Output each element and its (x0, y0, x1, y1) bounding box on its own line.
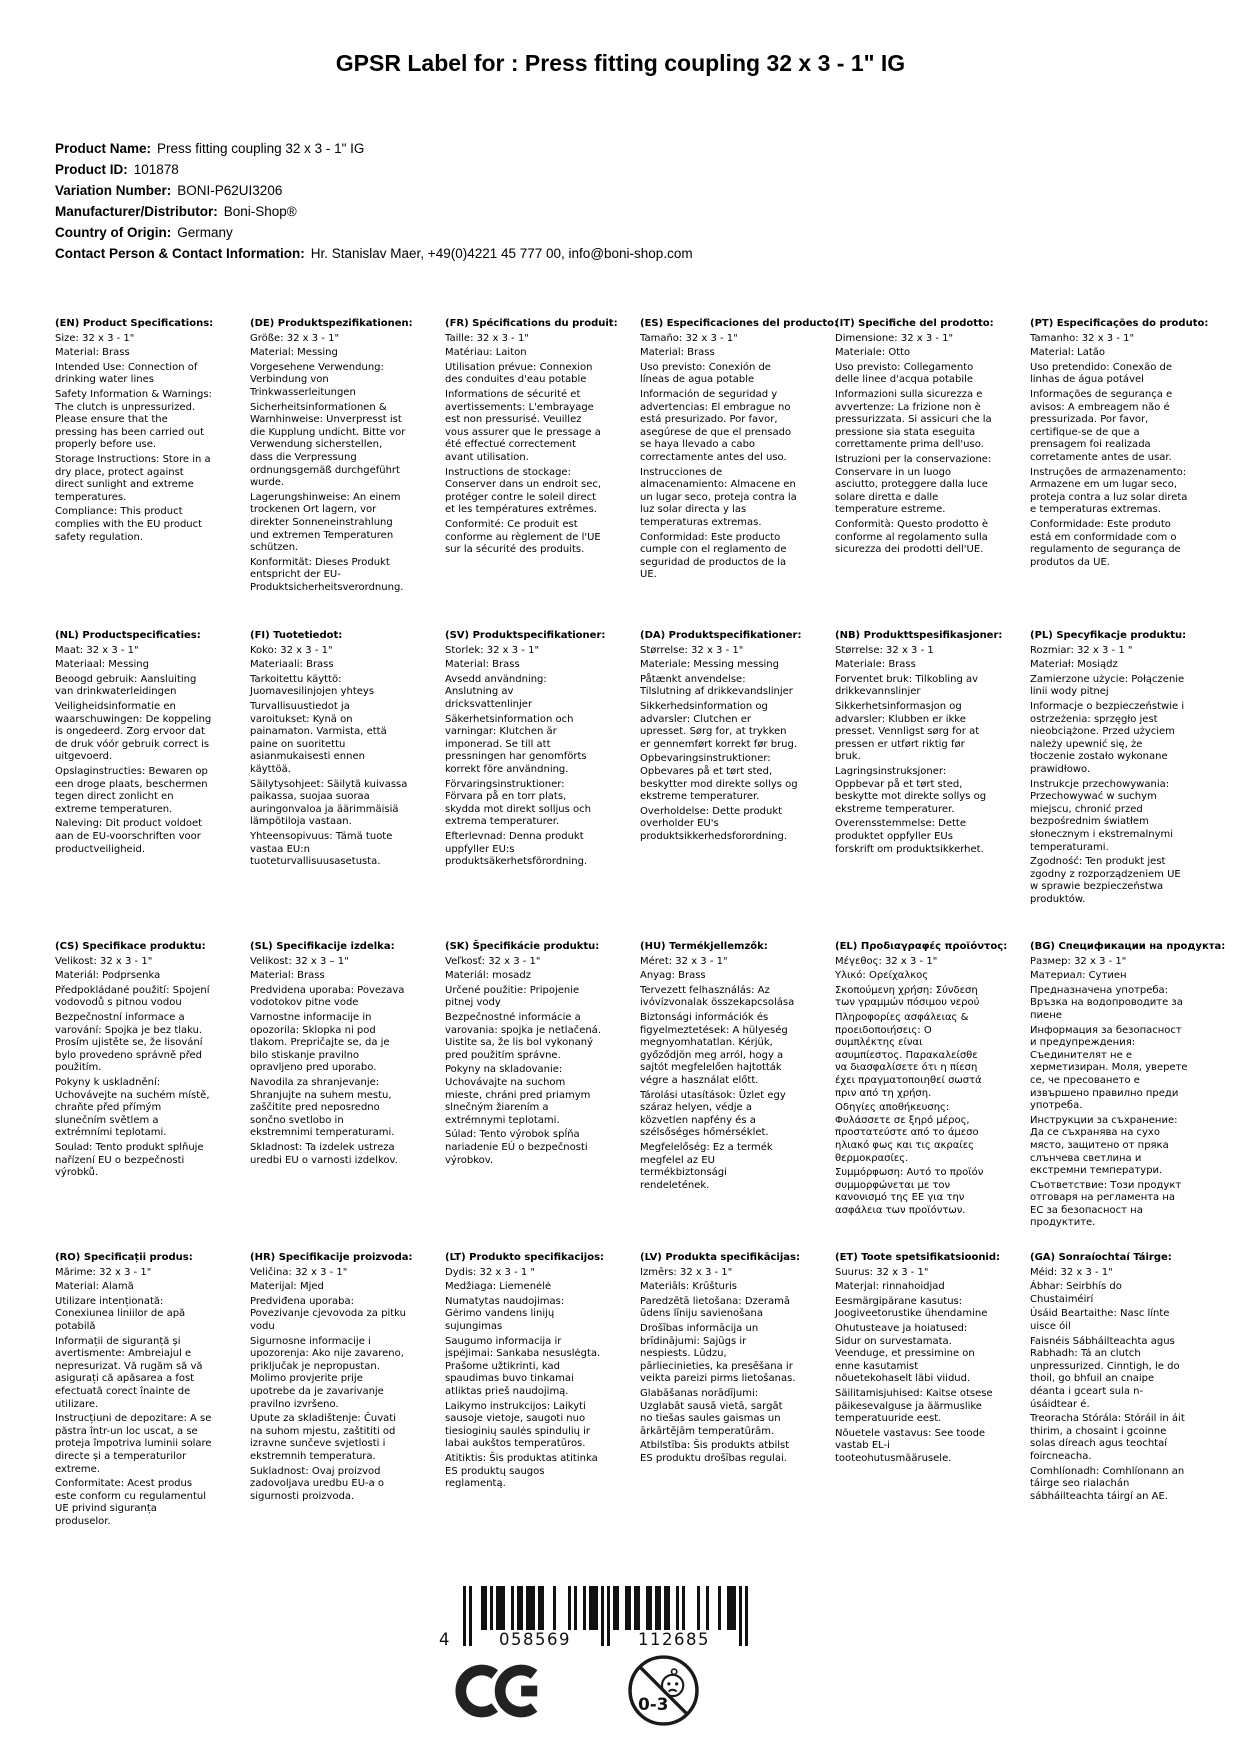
spec-paragraph: Faisnéis Sábháilteachta agus Rabhadh: Tá an clutch unpressurized. Cinntigh, le do thoil, go bhfuil an cnaipe déanta i gceart sula n-úsáidtear é. (1030, 1335, 1180, 1410)
lang-block-header: (FR) Spécifications du produit: (445, 318, 618, 329)
spec-paragraph: Treoracha Stórála: Stóráil in áit thirim, a chosaint i gcoinne solas díreach agus teochtaí foircneacha. (1030, 1413, 1185, 1462)
spec-paragraph: Bezpečnostné informácie a varovania: spojka je netlačená. Uistite sa, že lis bol vykonaný pred použitím správne. (445, 1011, 601, 1061)
spec-paragraph: Laikymo instrukcijos: Laikyti sausoje vietoje, saugoti nuo tiesioginių saulės spindulių ir labai aukštos temperatūros. (445, 1400, 591, 1450)
page-title: GPSR Label for : Press fitting coupling 32 x 3 - 1" IG (335, 50, 906, 76)
product-info-label: Manufacturer/Distributor: (55, 204, 218, 219)
spec-paragraph: Μέγεθος: 32 x 3 - 1" (835, 955, 938, 967)
spec-paragraph: Avsedd användning: Anslutning av dricksvattenlinjer (445, 673, 547, 710)
lang-block-en (55, 318, 236, 630)
spec-paragraph: Turvallisuustiedot ja varoitukset: Kynä on painamaton. Varmista, että paine on suoritettu asianmukaisesti ennen käyttöä. (250, 700, 387, 775)
spec-paragraph: Medžiaga: Liemenėlė (445, 1281, 552, 1293)
product-info-label: Product Name: (55, 141, 152, 156)
spec-paragraph: Instrukcje przechowywania: Przechowywać w suchym miejscu, chronić przed bezpośrednim światłem słonecznym i ekstremalnymi temperaturami. (1030, 778, 1174, 853)
lang-block-es (640, 318, 839, 630)
baby-eye-right (675, 1682, 678, 1685)
spec-paragraph: Sukladnost: Ovaj proizvod zadovoljava uredbu EU-a o sigurnosti proizvoda. (250, 1465, 385, 1502)
spec-paragraph: Soulad: Tento produkt splňuje nařízení EU o bezpečnosti výrobků. (55, 1141, 204, 1179)
spec-paragraph: Paredzētā lietošana: Dzeramā ūdens līniju savienošana (640, 1295, 791, 1320)
spec-paragraph: Predviđena uporaba: Povezivanje cjevovoda za pitku vodu (250, 1295, 406, 1332)
spec-paragraph: Drošības informācija un brīdinājumi: Sajūgs ir nespiests. Lūdzu, pārliecinieties, ka presēšana ir veikta pareizi pirms lietošanas. (640, 1322, 796, 1385)
lang-block-header: (ET) Toote spetsifikatsioonid: (835, 1252, 1001, 1263)
spec-paragraph: Biztonsági információk és figyelmeztetések: A hülyeség megnyomhatatlan. Kérjük, győződjön meg arról, hogy a sajtót megfelelően hajtották végre a használat előtt. (640, 1011, 788, 1086)
spec-paragraph: Größe: 32 x 3 - 1" (250, 332, 340, 344)
spec-paragraph: Numatytas naudojimas: Gėrimo vandens linijų sujungimas (445, 1295, 565, 1332)
product-info-label: Country of Origin: (55, 225, 172, 240)
product-info-row (55, 201, 693, 222)
lang-block-de (250, 318, 431, 630)
spec-paragraph: Informații de siguranță și avertismente: Ambreiajul e nepresurizat. Vă rugăm să vă asigurați că apăsarea a fost efectuată corect înainte de utilizare. (55, 1335, 203, 1410)
spec-paragraph: Atbilstība: Šis produkts atbilst ES produktu drošības regulai. (640, 1440, 790, 1464)
product-info-row (55, 180, 693, 201)
lang-block-el (835, 941, 1016, 1252)
ean13-barcode (434, 1586, 748, 1648)
spec-paragraph: Nõuetele vastavus: See toode vastab EL-i tooteohutusmäärusele. (835, 1427, 986, 1464)
product-info (55, 138, 693, 264)
spec-paragraph: Предназначена употреба: Връзка на водопроводите за пиене (1030, 984, 1183, 1021)
spec-paragraph: Forventet bruk: Tilkobling av drikkevannslinjer (835, 673, 979, 698)
spec-paragraph: Pokyny k uskladnění: Uchovávejte na suchém místě, chraňte před přímým slunečním světlem a extrémními teplotami. (55, 1076, 210, 1139)
spec-paragraph: Intended Use: Connection of drinking water lines (55, 361, 198, 386)
lang-block-fr (445, 318, 626, 630)
spec-paragraph: Veiligheidsinformatie en waarschuwingen: De koppeling is ongedeerd. Zorg ervoor dat de druk vóór gebruik correct is uitgevoerd. (55, 700, 212, 763)
spec-paragraph: Utilisation prévue: Connexion des conduites d'eau potable (445, 361, 593, 386)
lang-block-nl (55, 630, 236, 941)
lang-block-header: (GA) Sonraíochtaí Táirge: (1030, 1252, 1172, 1263)
spec-paragraph: Sikkerhedsinformation og advarsler: Clutchen er upresset. Sørg for, at trykken er gennemført korrekt før brug. (640, 700, 798, 750)
spec-paragraph: Säkerhetsinformation och varningar: Klutchen är imponerad. Se till att pressningen har genomförts korrekt före användning. (445, 713, 587, 775)
spec-paragraph: Materiál: Podprsenka (55, 970, 161, 982)
spec-paragraph: Glabāšanas norādījumi: Uzglabāt sausā vietā, sargāt no tiešas saules gaismas un ārkārtējām temperatūrām. (640, 1387, 783, 1437)
lang-block-header: (HU) Termékjellemzők: (640, 941, 768, 952)
spec-paragraph: Velikost: 32 x 3 – 1" (250, 955, 349, 967)
spec-paragraph: Efterlevnad: Denna produkt uppfyller EU:s produktsäkerhetsförordning. (445, 830, 588, 868)
spec-paragraph: Méid: 32 x 3 - 1" (1030, 1266, 1113, 1278)
spec-paragraph: Předpokládané použití: Spojení vodovodů s pitnou vodou (55, 984, 210, 1009)
spec-paragraph: Materiale: Brass (835, 659, 916, 671)
spec-paragraph: Material: Brass (55, 347, 130, 359)
spec-paragraph: Tárolási utasítások: Üzlet egy száraz helyen, védje a közvetlen napfény és a szélsőséges hőmérséklet. (640, 1089, 786, 1139)
spec-paragraph: Suurus: 32 x 3 - 1" (835, 1266, 929, 1278)
spec-paragraph: Съответствие: Този продукт отговаря на регламента на ЕС за безопасност на продуктите. (1030, 1179, 1182, 1229)
spec-paragraph: Materijal: Mjed (250, 1281, 324, 1293)
lang-block-hr (250, 1252, 431, 1528)
spec-paragraph: Megfelelőség: Ez a termék megfelel az EU termékbiztonsági rendeletének. (640, 1141, 773, 1191)
lang-block-header: (SK) Špecifikácie produktu: (445, 941, 600, 952)
spec-paragraph: Säilitamisjuhised: Kaitse otsese päikesevalguse ja äärmuslike temperatuuride eest. (835, 1387, 993, 1425)
lang-block-lt (445, 1252, 626, 1528)
spec-paragraph: Размер: 32 x 3 - 1" (1030, 955, 1127, 967)
spec-paragraph: Upute za skladištenje: Čuvati na suhom mjestu, zaštititi od izravne sunčeve svjetlosti i ekstremnih temperatura. (250, 1413, 397, 1462)
product-info-value: 101878 (133, 162, 179, 177)
spec-paragraph: Información de seguridad y advertencias: El embrague no está presurizado. Por favor, asegúrese de que el prensado se haya llevado a cabo correctamente antes del uso. (640, 388, 792, 463)
lang-block-et (835, 1252, 1016, 1528)
spec-paragraph: Taille: 32 x 3 - 1" (445, 332, 529, 344)
spec-paragraph: Anyag: Brass (640, 970, 706, 982)
spec-paragraph: Vorgesehene Verwendung: Verbindung von Trinkwasserleitungen (250, 361, 384, 398)
spec-paragraph: Σκοπούμενη χρήση: Σύνδεση των γραμμών πόσιμου νερού (835, 984, 980, 1009)
spec-paragraph: Pokyny na skladovanie: Uchovávajte na suchom mieste, chráni pred priamym slnečným žiarením a extrémnymi teplotami. (445, 1064, 591, 1126)
spec-paragraph: Úsáid Beartaithe: Nasc línte uisce óil (1030, 1308, 1170, 1332)
spec-paragraph: Informations de sécurité et avertissements: L'embrayage est non pressurisé. Veuillez vous assurer que le pressage a été effectué correctement avant utilisation. (445, 388, 601, 463)
baby-eye-left (667, 1682, 670, 1685)
spec-paragraph: Informacje o bezpieczeństwie i ostrzeżenia: sprzęgło jest nieobciążone. Przed użyciem należy upewnić się, że tłoczenie zostało wykonane prawidłowo. (1030, 700, 1185, 775)
spec-paragraph: Dimensione: 32 x 3 - 1" (835, 332, 954, 344)
spec-paragraph: Påtænkt anvendelse: Tilslutning af drikkevandslinjer (640, 673, 793, 698)
product-info-value: BONI-P62UI3206 (177, 183, 283, 198)
spec-paragraph: Zgodność: Ten produkt jest zgodny z rozporządzeniem UE w sprawie bezpieczeństwa produktów. (1030, 856, 1181, 905)
spec-paragraph: Material: Latão (1030, 347, 1106, 359)
lang-block-header: (DE) Produktspezifikationen: (250, 318, 413, 329)
barcode-digits-group2: 112685 (638, 1630, 710, 1648)
spec-paragraph: Velikost: 32 x 3 - 1" (55, 955, 153, 967)
spec-paragraph: Materiaal: Messing (55, 659, 149, 671)
spec-paragraph: Instructions de stockage: Conserver dans un endroit sec, protéger contre le soleil direct et les températures extrêmes. (445, 466, 602, 516)
spec-paragraph: Säilytysohjeet: Säilytä kuivassa paikassa, suojaa suoraa auringonvaloa ja äärimmäisiä lämpötiloja vastaan. (250, 778, 408, 828)
spec-paragraph: Safety Information & Warnings: The clutch is unpressurized. Please ensure that the pressing has been carried out properly before use. (55, 388, 212, 451)
spec-paragraph: Istruzioni per la conservazione: Conservare in un luogo asciutto, proteggere dalla luce solare diretta e dalle temperature estreme. (835, 453, 992, 516)
spec-paragraph: Konformität: Dieses Produkt entspricht der EU-Produktsicherheitsverordnung. (250, 556, 404, 593)
lang-block-header: (EN) Product Specifications: (55, 318, 214, 329)
lang-block-cs (55, 941, 236, 1252)
spec-paragraph: Informações de segurança e avisos: A embreagem não é pressurizada. Por favor, certifique-se de que a prensagem foi realizada corretamente antes de usar. (1030, 388, 1173, 463)
lang-block-header: (FI) Tuotetiedot: (250, 630, 343, 641)
spec-paragraph: Material: Alamă (55, 1281, 134, 1293)
spec-paragraph: Материал: Сутиен (1030, 970, 1127, 982)
ce-letter-c (461, 1670, 495, 1712)
lang-block-header: (SV) Produktspecifikationer: (445, 630, 606, 641)
lang-block-pl (1030, 630, 1211, 941)
age-warning-label: 0-3 (638, 1693, 669, 1714)
product-info-row (55, 159, 693, 180)
spec-paragraph: Materiál: mosadz (445, 970, 531, 982)
spec-paragraph: Πληροφορίες ασφάλειας & προειδοποιήσεις: Ο συμπλέκτης είναι ασυμπίεστος. Παρακαλείσθε να διασφαλίσετε ότι η πίεση έχει πραγματοποιηθεί σωστά πριν από τη χρήση. (835, 1011, 982, 1099)
spec-paragraph: Storage Instructions: Store in a dry place, protect against direct sunlight and extreme temperatures. (55, 453, 211, 503)
spec-paragraph: Matériau: Laiton (445, 347, 527, 359)
lang-block-header: (PL) Specyfikacje produktu: (1030, 630, 1187, 641)
lang-block-it (835, 318, 1016, 630)
spec-paragraph: Izmērs: 32 x 3 - 1" (640, 1266, 733, 1278)
spec-paragraph: Koko: 32 x 3 - 1" (250, 644, 333, 656)
spec-paragraph: Saugumo informacija ir įspėjimai: Sankaba nesuslėgta. Prašome užtikrinti, kad spaudimas buvo tinkamai atliktas prieš naudojimą. (445, 1335, 601, 1397)
ce-mark-icon (455, 1664, 539, 1718)
spec-paragraph: Förvaringsinstruktioner: Förvara på en torr plats, skydda mot direkt solljus och extrema temperaturer. (445, 778, 591, 828)
spec-paragraph: Material: Brass (445, 659, 520, 671)
spec-paragraph: Uso previsto: Collegamento delle linee d'acqua potabile (835, 361, 974, 386)
spec-paragraph: Beoogd gebruik: Aansluiting van drinkwaterleidingen (55, 673, 197, 698)
spec-paragraph: Bezpečnostní informace a varování: Spojka je bez tlaku. Prosím ujistěte se, že lisování bylo provedeno správně před použitím. (55, 1011, 203, 1074)
spec-paragraph: Dydis: 32 x 3 - 1 " (445, 1266, 535, 1278)
spec-paragraph: Conformità: Questo prodotto è conforme al regolamento sulla sicurezza dei prodotti dell'UE. (835, 518, 989, 556)
lang-block-lv (640, 1252, 821, 1528)
age-warning-icon (627, 1654, 700, 1727)
lang-block-header: (NL) Productspecificaties: (55, 630, 201, 641)
spec-paragraph: Οδηγίες αποθήκευσης: Φυλάσσετε σε ξηρό μέρος, προστατεύστε από το άμεσο ηλιακό φως και τις ακραίες θερμοκρασίες. (835, 1102, 979, 1164)
spec-paragraph: Conformidade: Este produto está em conformidade com o regulamento de segurança de produtos da UE. (1030, 518, 1181, 568)
spec-paragraph: Tamaño: 32 x 3 - 1" (640, 332, 738, 344)
spec-paragraph: Информация за безопасност и предупреждения: Съединителят не е херметизиран. Моля, уверете се, че пресоването е извършено правилно преди употреба. (1030, 1024, 1188, 1112)
lang-block-header: (NB) Produkttspesifikasjoner: (835, 630, 1003, 641)
spec-paragraph: Sigurnosne informacije i upozorenja: Ako nije zavareno, priključak je nepropustan. Molimo provjerite prije upotrebe da je zavarivanje pravilno izvršeno. (250, 1335, 404, 1410)
spec-paragraph: Opslaginstructies: Bewaren op een droge plaats, beschermen tegen direct zonlicht en extreme temperaturen. (55, 765, 208, 815)
spec-paragraph: Materiaali: Brass (250, 659, 334, 671)
product-info-row (55, 243, 693, 264)
product-info-row (55, 138, 693, 159)
product-info-label: Contact Person & Contact Information: (55, 246, 305, 261)
product-info-label: Variation Number: (55, 183, 172, 198)
spec-paragraph: Tarkoitettu käyttö: Juomavesilinjojen yhteys (250, 673, 375, 698)
spec-paragraph: Yhteensopivuus: Tämä tuote vastaa EU:n tuoteturvallisuusasetusta. (250, 830, 393, 868)
spec-paragraph: Instrucciones de almacenamiento: Almacene en un lugar seco, proteja contra la luz solar directa y las temperaturas extremas. (640, 466, 797, 528)
spec-paragraph: Méret: 32 x 3 - 1" (640, 955, 728, 967)
lang-block-bg (1030, 941, 1226, 1252)
spec-paragraph: Určené použitie: Pripojenie pitnej vody (445, 984, 580, 1009)
spec-paragraph: Størrelse: 32 x 3 - 1 (835, 644, 934, 656)
spec-paragraph: Size: 32 x 3 - 1" (55, 332, 135, 344)
lang-block-header: (LT) Produkto specifikacijos: (445, 1252, 605, 1263)
lang-block-header: (SL) Specifikacije izdelka: (250, 941, 395, 952)
lang-block-header: (CS) Specifikace produktu: (55, 941, 206, 952)
spec-paragraph: Συμμόρφωση: Αυτό το προϊόν συμμορφώνεται με τον κανονισμό της ΕΕ για την ασφάλεια των προϊόντων. (835, 1167, 984, 1216)
spec-paragraph: Utilizare intenționată: Conexiunea liniilor de apă potabilă (55, 1295, 186, 1332)
spec-paragraph: Инструкции за съхранение: Да се съхранява на сухо място, защитено от пряка слънчева светлина и екстремни температури. (1030, 1114, 1178, 1177)
lang-block-fi (250, 630, 431, 941)
spec-paragraph: Conformité: Ce produit est conforme au règlement de l'UE sur la sécurité des produits. (445, 518, 601, 556)
spec-paragraph: Conformidad: Este producto cumple con el reglamento de seguridad de productos de la UE. (640, 531, 787, 581)
lang-block-sl (250, 941, 431, 1252)
spec-paragraph: Naleving: Dit product voldoet aan de EU-voorschriften voor productveiligheid. (55, 818, 203, 855)
baby-frown (669, 1690, 677, 1692)
lang-block-nb (835, 630, 1016, 941)
spec-paragraph: Materiał: Mosiądz (1030, 659, 1118, 671)
spec-paragraph: Compliance: This product complies with the EU product safety regulation. (55, 506, 203, 543)
spec-paragraph: Tervezett felhasználás: Az ivóvízvonalak összekapcsolása (640, 984, 795, 1009)
spec-paragraph: Ohutusteave ja hoiatused: Sidur on survestamata. Veenduge, et pressimine on enne kasutamist nõuetekohaselt läbi viidud. (835, 1322, 975, 1385)
spec-paragraph: Informazioni sulla sicurezza e avvertenze: La frizione non è pressurizzata. Si assicuri che la pressione sia stata eseguita correttamente prima dell'uso. (835, 388, 992, 451)
spec-paragraph: Storlek: 32 x 3 - 1" (445, 644, 540, 656)
spec-paragraph: Predvidena uporaba: Povezava vodotokov pitne vode (250, 984, 405, 1009)
product-info-value: Hr. Stanislav Maer, +49(0)4221 45 777 00, info@boni-shop.com (310, 246, 693, 261)
spec-paragraph: Instrucțiuni de depozitare: A se păstra într-un loc uscat, a se proteja împotriva luminii solare directe și a temperaturilor extreme. (55, 1413, 212, 1475)
spec-paragraph: Navodila za shranjevanje: Shranjujte na suhem mestu, zaščitite pred neposredno sončno svetlobo in ekstremnimi temperaturami. (250, 1076, 395, 1139)
spec-paragraph: Uso previsto: Conexión de líneas de agua potable (640, 361, 771, 386)
spec-paragraph: Eesmärgipärane kasutus: Joogiveetorustike ühendamine (835, 1295, 988, 1320)
spec-paragraph: Materjal: rinnahoidjad (835, 1281, 945, 1293)
spec-paragraph: Materiale: Messing messing (640, 659, 779, 671)
spec-paragraph: Ábhar: Seirbhís do Chustaiméirí (1030, 1281, 1122, 1305)
lang-block-header: (LV) Produkta specifikācijas: (640, 1252, 800, 1263)
spec-paragraph: Opbevaringsinstruktioner: Opbevares på et tørt sted, beskytter mod direkte sollys og ekstreme temperaturer. (640, 753, 798, 803)
product-info-label: Product ID: (55, 162, 128, 177)
spec-paragraph: Maat: 32 x 3 - 1" (55, 644, 139, 656)
spec-paragraph: Material: Brass (640, 347, 715, 359)
spec-paragraph: Materiāls: Krūšturis (640, 1281, 737, 1293)
spec-paragraph: Conformitate: Acest produs este conform cu regulamentul UE privind siguranța produselor. (55, 1478, 206, 1527)
lang-block-sk (445, 941, 626, 1252)
spec-paragraph: Sicherheitsinformationen & Warnhinweise: Unverpresst ist die Kupplung undicht. Bitte vor Verwendung sicherstellen, dass die Verpressung ordnungsgemäß durchgeführt wurde. (250, 401, 406, 489)
spec-paragraph: Material: Brass (250, 970, 325, 982)
lang-block-header: (PT) Especificações do produto: (1030, 318, 1209, 329)
spec-paragraph: Comhlíonadh: Comhlíonann an táirge seo rialachán sábháilteachta táirgí an AE. (1030, 1465, 1185, 1502)
lang-block-header: (RO) Specificații produs: (55, 1252, 193, 1263)
spec-paragraph: Zamierzone użycie: Połączenie linii wody pitnej (1030, 673, 1185, 698)
product-info-value: Boni-Shop® (223, 204, 297, 219)
spec-paragraph: Overensstemmelse: Dette produktet oppfyller EUs forskrift om produktsikkerhet. (835, 818, 984, 855)
lang-block-header: (IT) Specifiche del prodotto: (835, 318, 994, 329)
lang-block-header: (ES) Especificaciones del producto: (640, 318, 839, 329)
lang-block-header: (HR) Specifikacije proizvoda: (250, 1252, 413, 1263)
spec-paragraph: Lagringsinstruksjoner: Oppbevar på et tørt sted, beskytte mot direkte sollys og ekstreme temperaturer. (835, 765, 987, 815)
baby-hair-curl (672, 1669, 677, 1674)
lang-block-header: (DA) Produktspecifikationer: (640, 630, 802, 641)
spec-paragraph: Tamanho: 32 x 3 - 1" (1030, 332, 1135, 344)
barcode-digit-left: 4 (439, 1630, 451, 1648)
spec-paragraph: Lagerungshinweise: An einem trockenen Ort lagern, vor direkter Sonneneinstrahlung und extremen Temperaturen schützen. (250, 491, 401, 554)
spec-paragraph: Størrelse: 32 x 3 - 1" (640, 644, 744, 656)
spec-paragraph: Mărime: 32 x 3 - 1" (55, 1266, 152, 1278)
spec-paragraph: Materiale: Otto (835, 347, 911, 359)
spec-paragraph: Veličina: 32 x 3 - 1" (250, 1266, 348, 1278)
spec-paragraph: Skladnost: Ta izdelek ustreza uredbi EU o varnosti izdelkov. (250, 1141, 398, 1166)
spec-paragraph: Sikkerhetsinformasjon og advarsler: Klubben er ikke presset. Vennligst sørg for at pressen er utført riktig før bruk. (835, 700, 980, 763)
barcode-digits-group1: 058569 (499, 1630, 571, 1648)
lang-block-ro (55, 1252, 236, 1528)
spec-paragraph: Atitiktis: Šis produktas atitinka ES produktų saugos reglamentą. (445, 1452, 598, 1490)
lang-block-sv (445, 630, 626, 941)
lang-block-da (640, 630, 821, 941)
lang-block-header: (BG) Спецификации на продукта: (1030, 941, 1226, 952)
spec-paragraph: Material: Messing (250, 347, 338, 359)
spec-paragraph: Υλικό: Ορείχαλκος (835, 970, 929, 982)
lang-block-pt (1030, 318, 1211, 630)
spec-paragraph: Instruções de armazenamento: Armazene em um lugar seco, proteja contra a luz solar direta e temperaturas extremas. (1030, 466, 1188, 516)
spec-paragraph: Uso pretendido: Conexão de linhas de água potável (1030, 361, 1173, 386)
product-info-row (55, 222, 693, 243)
lang-block-ga (1030, 1252, 1211, 1528)
spec-paragraph: Veľkosť: 32 x 3 - 1" (445, 955, 541, 967)
lang-block-hu (640, 941, 821, 1252)
spec-paragraph: Rozmiar: 32 x 3 - 1 " (1030, 644, 1133, 656)
lang-grid (55, 318, 1226, 1528)
spec-paragraph: Varnostne informacije in opozorila: Sklopka ni pod tlakom. Prepričajte se, da je bilo stiskanje pravilno opravljeno pred uporabo. (250, 1011, 390, 1074)
lang-block-header: (EL) Προδιαγραφές προϊόντος: (835, 941, 1008, 952)
product-info-value: Press fitting coupling 32 x 3 - 1" IG (157, 141, 365, 156)
spec-paragraph: Overholdelse: Dette produkt overholder EU's produktsikkerhedsforordning. (640, 805, 788, 842)
spec-paragraph: Súlad: Tento výrobok spĺňa nariadenie EÚ o bezpečnosti výrobkov. (445, 1129, 588, 1166)
product-info-value: Germany (177, 225, 233, 240)
